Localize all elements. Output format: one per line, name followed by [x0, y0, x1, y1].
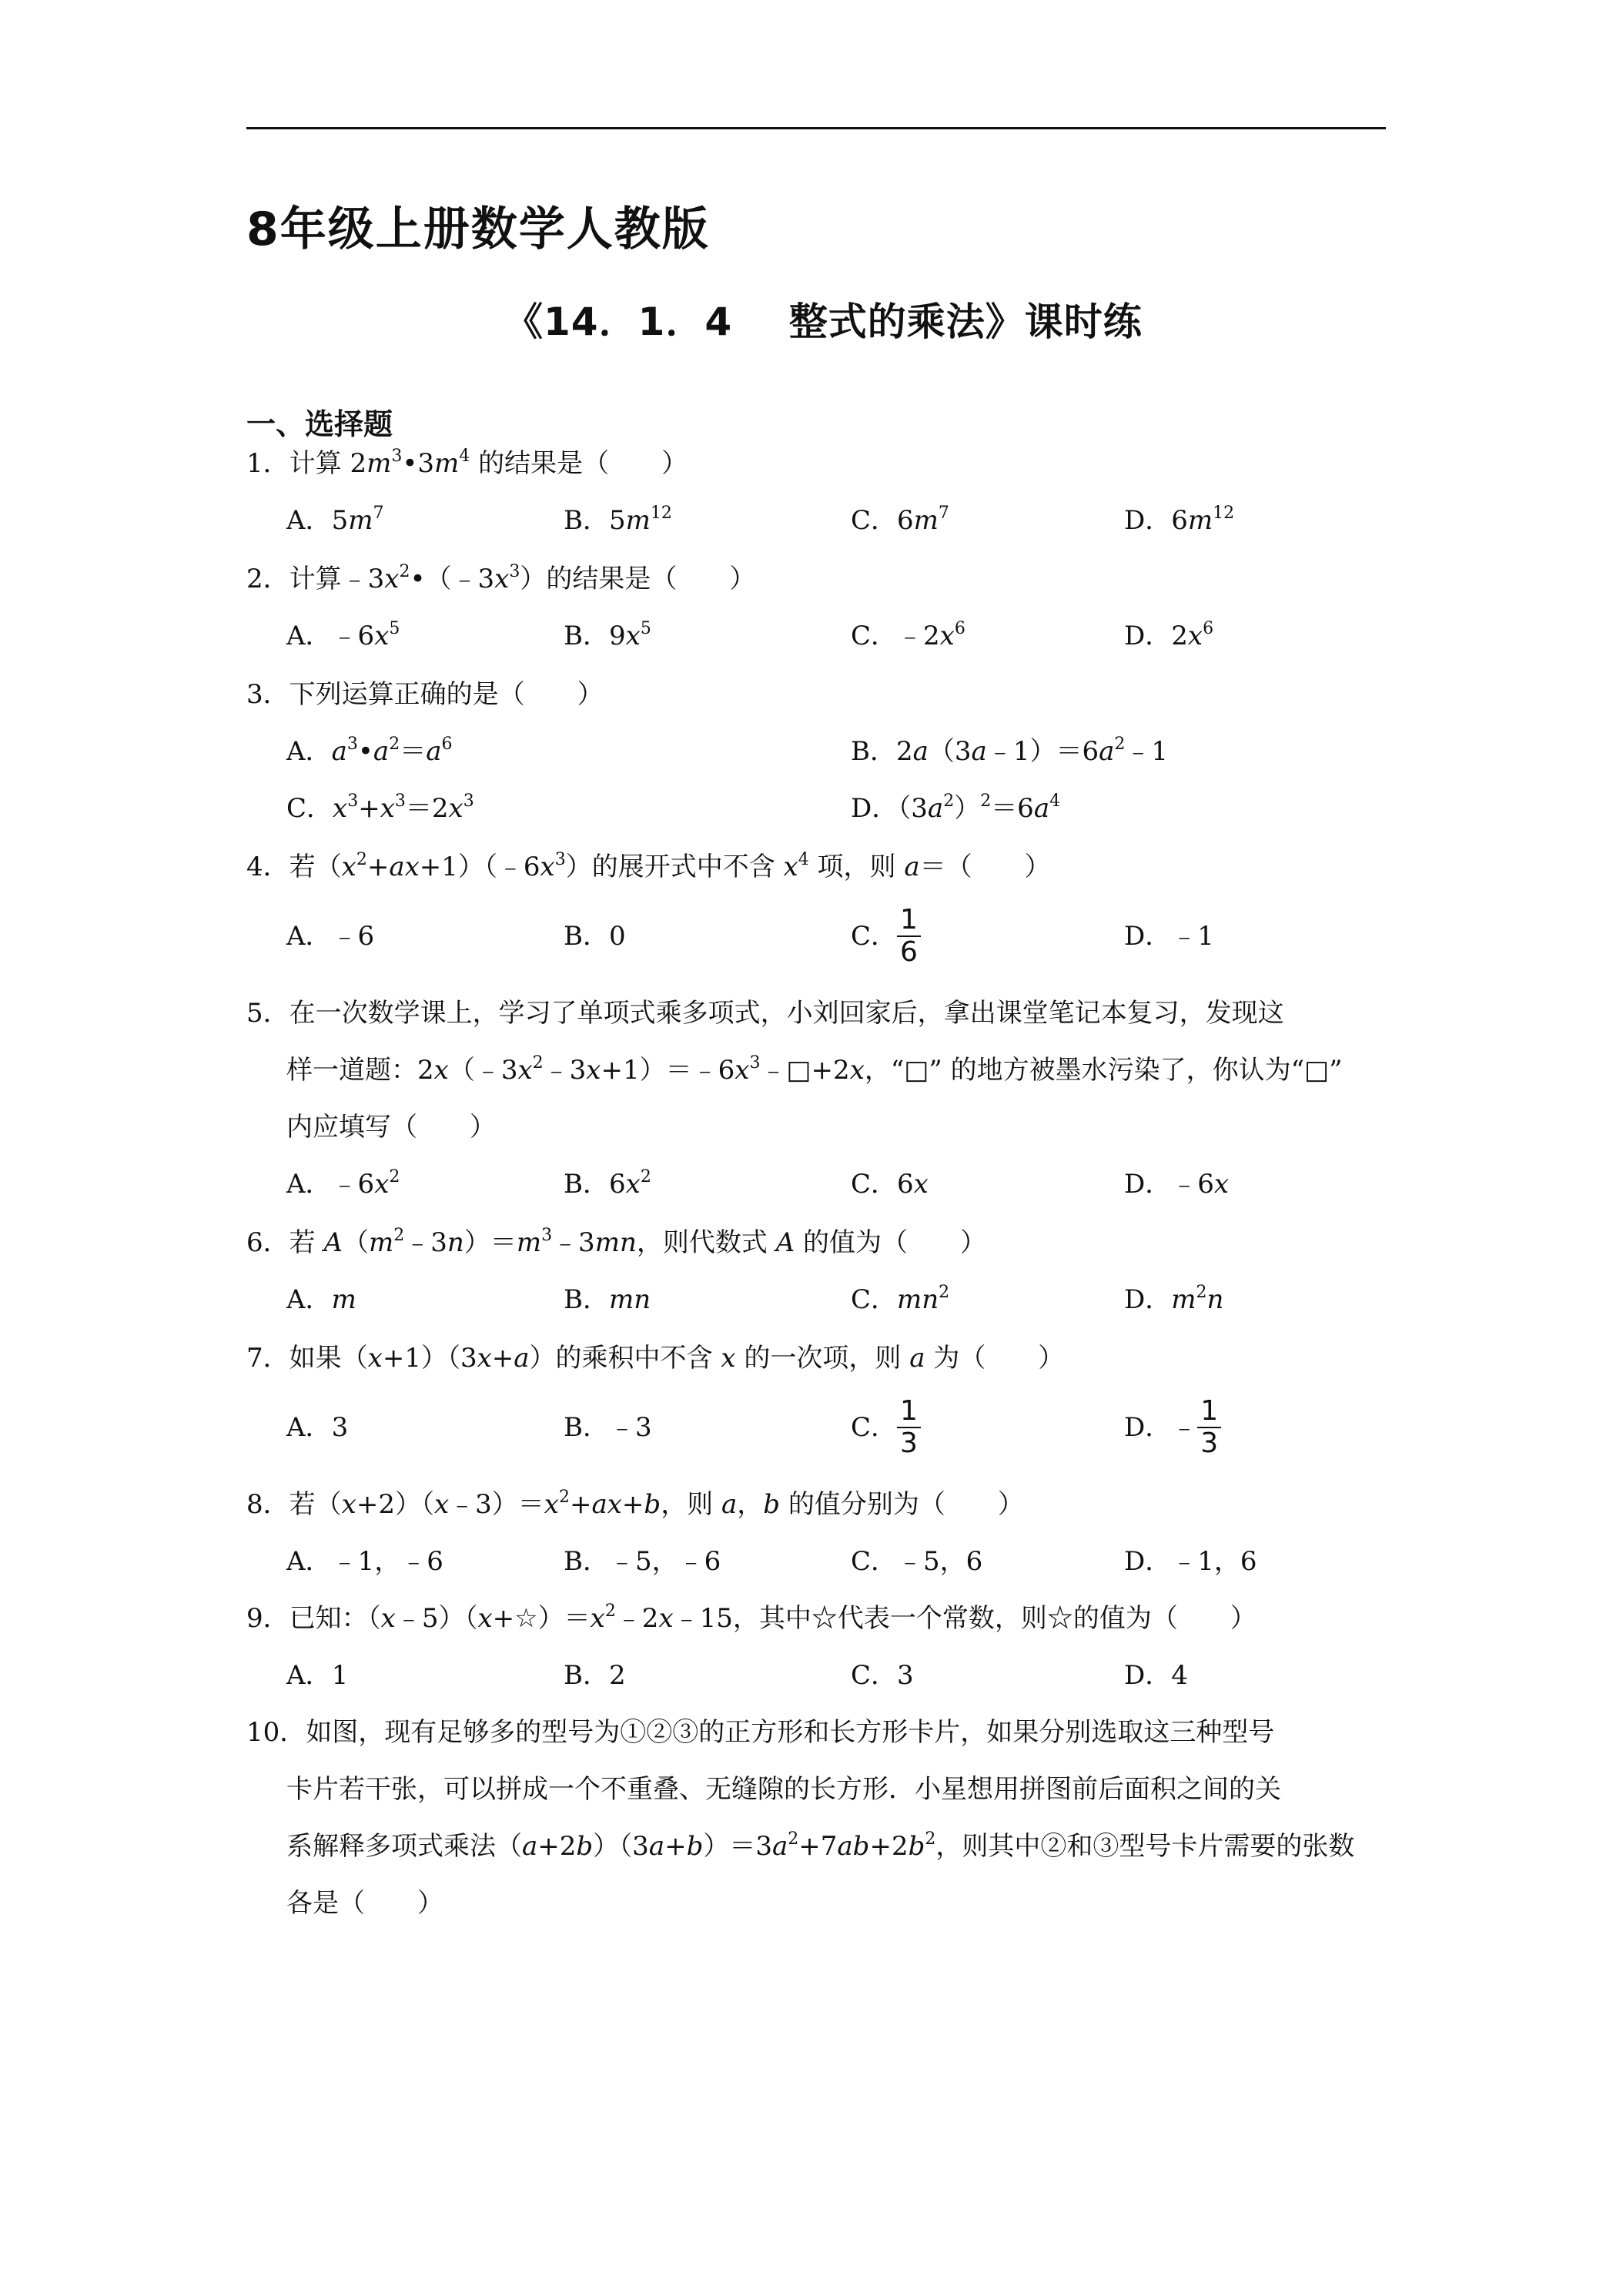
q7-option-c: C． $\frac{1}{3}$: [851, 1396, 921, 1459]
q7-option-a: A．3: [286, 1412, 349, 1443]
q3-option-b: B．$2a(3a﹣1)=6a^2﹣1$: [851, 735, 1169, 767]
question-5-line-3: 内应填写（ ）: [286, 1112, 496, 1143]
q4-option-c: C． $\frac{1}{6}$: [851, 905, 921, 968]
fraction: $\frac{1}{3}$: [1197, 1396, 1221, 1459]
q4-option-d: D．﹣1: [1124, 921, 1214, 952]
q8-option-d: D．﹣1，6: [1124, 1546, 1257, 1577]
header-rule: [246, 127, 1386, 129]
question-10-line-3: 系解释多项式乘法$(a+2b)(3a+b)=3a^2+7ab+2b^2$，则其中②和③型号卡片需要的张数: [286, 1829, 1355, 1862]
q7-option-b: B．﹣3: [564, 1412, 652, 1443]
q5-option-c: C．6x: [851, 1169, 929, 1200]
q8-option-b: B．﹣5，﹣6: [564, 1546, 721, 1577]
document-title: 8年级上册数学人教版: [246, 202, 710, 256]
question-7: 7．如果（x+1）（3x+a）的乘积中不含 x 的一次项，则 a 为（ ）: [246, 1343, 1065, 1374]
q4-option-a: A．﹣6: [286, 921, 375, 952]
q7-option-d: D． ﹣ $\frac{1}{3}$: [1124, 1396, 1221, 1459]
q3-option-d: D．$(3a^2)^2=6a^4$: [851, 792, 1061, 824]
q6-option-d: D．$m^2n$: [1124, 1283, 1224, 1315]
q3-option-c: C．$x^3+x^3=2x^3$: [286, 792, 474, 824]
document-subtitle: 《14．1．4 整式的乘法》课时练: [504, 300, 1143, 344]
q9-option-b: B．2: [564, 1660, 626, 1691]
question-8: 8．若$(x+2)(x﹣3)=x^2+ax+b$，则 a，b 的值分别为（ ）: [246, 1488, 1024, 1520]
question-2: 2．计算$﹣3x^2•(﹣3x^3)$的结果是（ ）: [246, 562, 756, 594]
question-10-line-2: 卡片若干张，可以拼成一个不重叠、无缝隙的长方形．小星想用拼图前后面积之间的关: [286, 1774, 1281, 1805]
section-title: 一、选择题: [246, 407, 393, 441]
q5-option-d: D．﹣6x: [1124, 1169, 1230, 1200]
q9-option-d: D．4: [1124, 1660, 1188, 1691]
q9-option-a: A．1: [286, 1660, 349, 1691]
q1-option-b: B．$5m^{12}$: [564, 504, 672, 536]
q8-option-c: C．﹣5，6: [851, 1546, 983, 1577]
question-10-line-1: 10．如图，现有足够多的型号为①②③的正方形和长方形卡片，如果分别选取这三种型号: [246, 1717, 1275, 1748]
question-5-line-1: 5．在一次数学课上，学习了单项式乘多项式，小刘回家后，拿出课堂笔记本复习，发现这: [246, 998, 1284, 1029]
fraction: $\frac{1}{6}$: [897, 905, 921, 968]
question-6: 6．若 $A(m^2﹣3n)=m^3﹣3mn$，则代数式 A 的值为（ ）: [246, 1226, 987, 1258]
question-5-line-2: 样一道题：$2x(﹣3x^2﹣3x+1)=﹣6x^3﹣□+2x$，“□” 的地方被墨水污染了，你认为“□”: [286, 1053, 1343, 1086]
q2-option-d: D．$2x^6$: [1124, 619, 1214, 651]
q5-option-b: B．$6x^2$: [564, 1167, 651, 1200]
question-9: 9．已知：$(x﹣5)(x+☆)=x^2﹣2x﹣15$，其中☆代表一个常数，则☆的值为（ ）: [246, 1602, 1257, 1634]
question-4: 4．若$(x^2+ax+1)(﹣6x^3)$的展开式中不含 $x^4$ 项，则 a＝（ ）: [246, 850, 1051, 882]
q4-option-b: B．0: [564, 921, 626, 952]
q2-option-a: A．$﹣6x^5$: [286, 619, 400, 651]
q2-option-c: C．$﹣2x^6$: [851, 619, 965, 651]
q1-option-c: C．$6m^7$: [851, 504, 949, 536]
q3-option-a: A．$a^3•a^2=a^6$: [286, 735, 453, 767]
q6-option-a: A．m: [286, 1284, 356, 1315]
q9-option-c: C．3: [851, 1660, 914, 1691]
q6-option-b: B．mn: [564, 1284, 651, 1315]
q5-option-a: A．$﹣6x^2$: [286, 1167, 400, 1200]
fraction: $\frac{1}{3}$: [897, 1396, 921, 1459]
q8-option-a: A．﹣1，﹣6: [286, 1546, 443, 1577]
q2-option-b: B．$9x^5$: [564, 619, 651, 651]
q1-option-d: D．$6m^{12}$: [1124, 504, 1235, 536]
question-10-line-4: 各是（ ）: [286, 1888, 443, 1919]
question-1: 1．计算 $2m^3•3m^4$ 的结果是（ ）: [246, 447, 688, 479]
question-3: 3．下列运算正确的是（ ）: [246, 679, 604, 710]
q1-option-a: A．$5m^7$: [286, 504, 384, 536]
q6-option-c: C．$mn^2$: [851, 1283, 950, 1315]
